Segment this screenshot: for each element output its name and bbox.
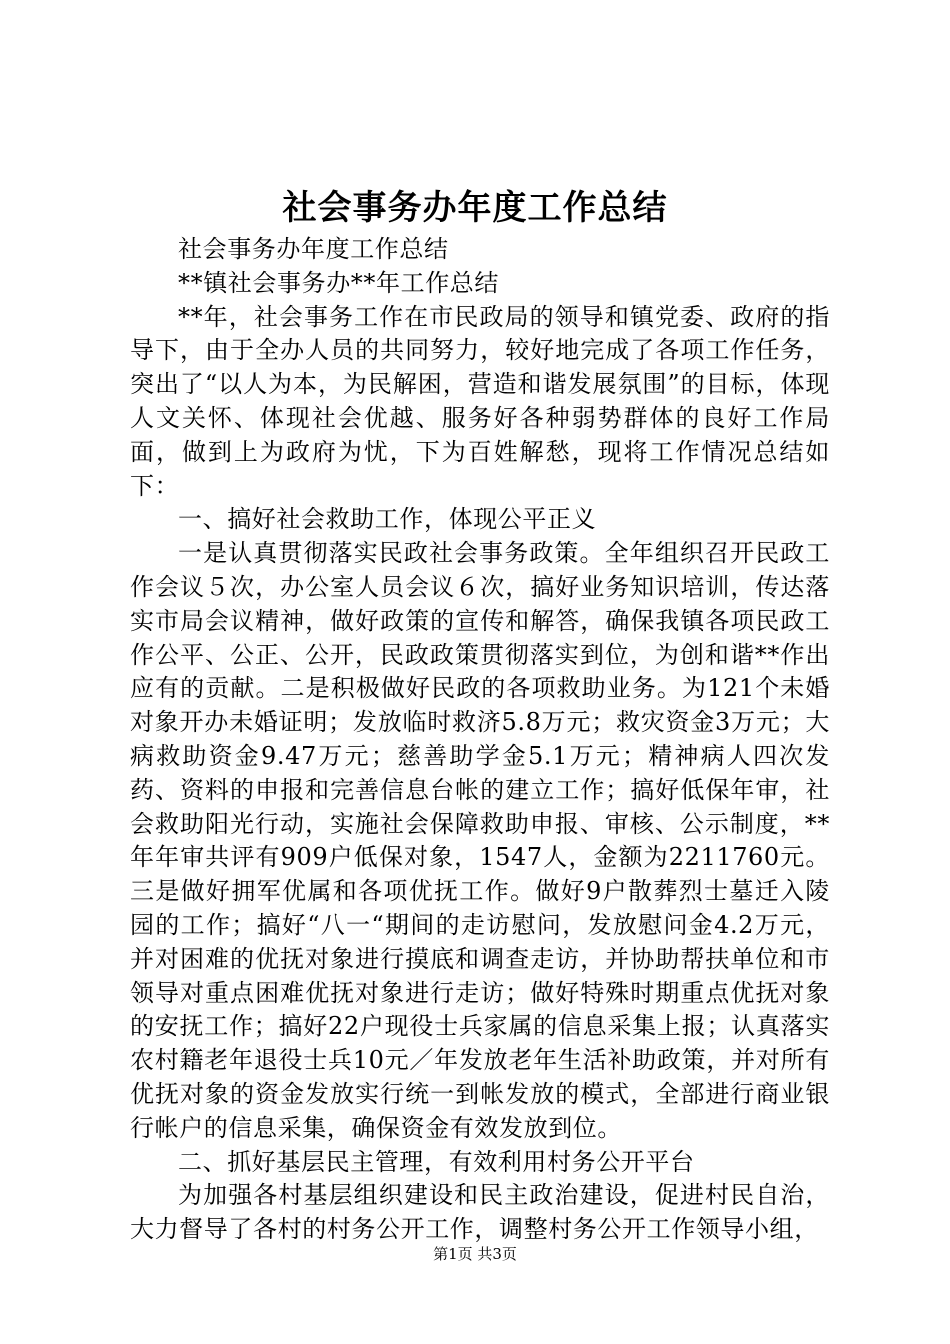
paragraph-section-2: 为加强各村基层组织建设和民主政治建设，促进村民自治，大力督导了各村的村务公开工作，调整村务公开工作领导小组， [130,1181,830,1244]
page-footer: 第1页 共3页 [433,1245,517,1263]
paragraph-heading: **镇社会事务办**年工作总结 [178,268,499,297]
document-body [130,233,830,1247]
paragraph-intro: **年，社会事务工作在市民政局的领导和镇党委、政府的指导下，由于全办人员的共同努力，较好地完成了各项工作任务，突出了“以人为本，为民解困，营造和谐发展氛围”的目标，体现人文关怀、体现社会优越、服务好各种弱势群体的良好工作局面，做到上为政府为忧，下为百姓解愁，现将工作情况总结如下： [130,302,830,500]
section-heading-2: 二、抓好基层民主管理，有效利用村务公开平台 [178,1147,695,1176]
paragraph-subtitle: 社会事务办年度工作总结 [178,235,449,263]
paragraph-section-1: 一是认真贯彻落实民政社会事务政策。全年组织召开民政工作会议５次，办公室人员会议６次，搞好业务知识培训，传达落实市局会议精神，做好政策的宣传和解答，确保我镇各项民政工作公平、公正、公开，民政政策贯彻落实到位，为创和谐**作出应有的贡献。二是积极做好民政的各项救助业务。为121个未婚对象开办未婚证明；发放临时救济5.8万元；救灾资金3万元；大病救助资金9.47万元；慈善助学金5.1万元；精神病人四次发药、资料的申报和完善信息台帐的建立工作；搞好低保年审，社会救助阳光行动，实施社会保障救助申报、审核、公示制度，**年年审共评有909户低保对象，1547人，金额为2211760元。三是做好拥军优属和各项优抚工作。做好9户散葬烈士墓迁入陵园的工作；搞好“八一“期间的走访慰问，发放慰问金4.2万元，并对困难的优抚对象进行摸底和调查走访，并协助帮扶单位和市领导对重点困难优抚对象进行走访；做好特殊时期重点优抚对象的安抚工作；搞好22户现役士兵家属的信息采集上报；认真落实农村籍老年退役士兵10元／年发放老年生活补助政策，并对所有优抚对象的资金发放实行统一到帐发放的模式，全部进行商业银行帐户的信息采集，确保资金有效发放到位。 [130,539,830,1142]
section-heading-1: 一、搞好社会救助工作，体现公平正义 [178,505,597,534]
document-title: 社会事务办年度工作总结 [282,188,668,228]
